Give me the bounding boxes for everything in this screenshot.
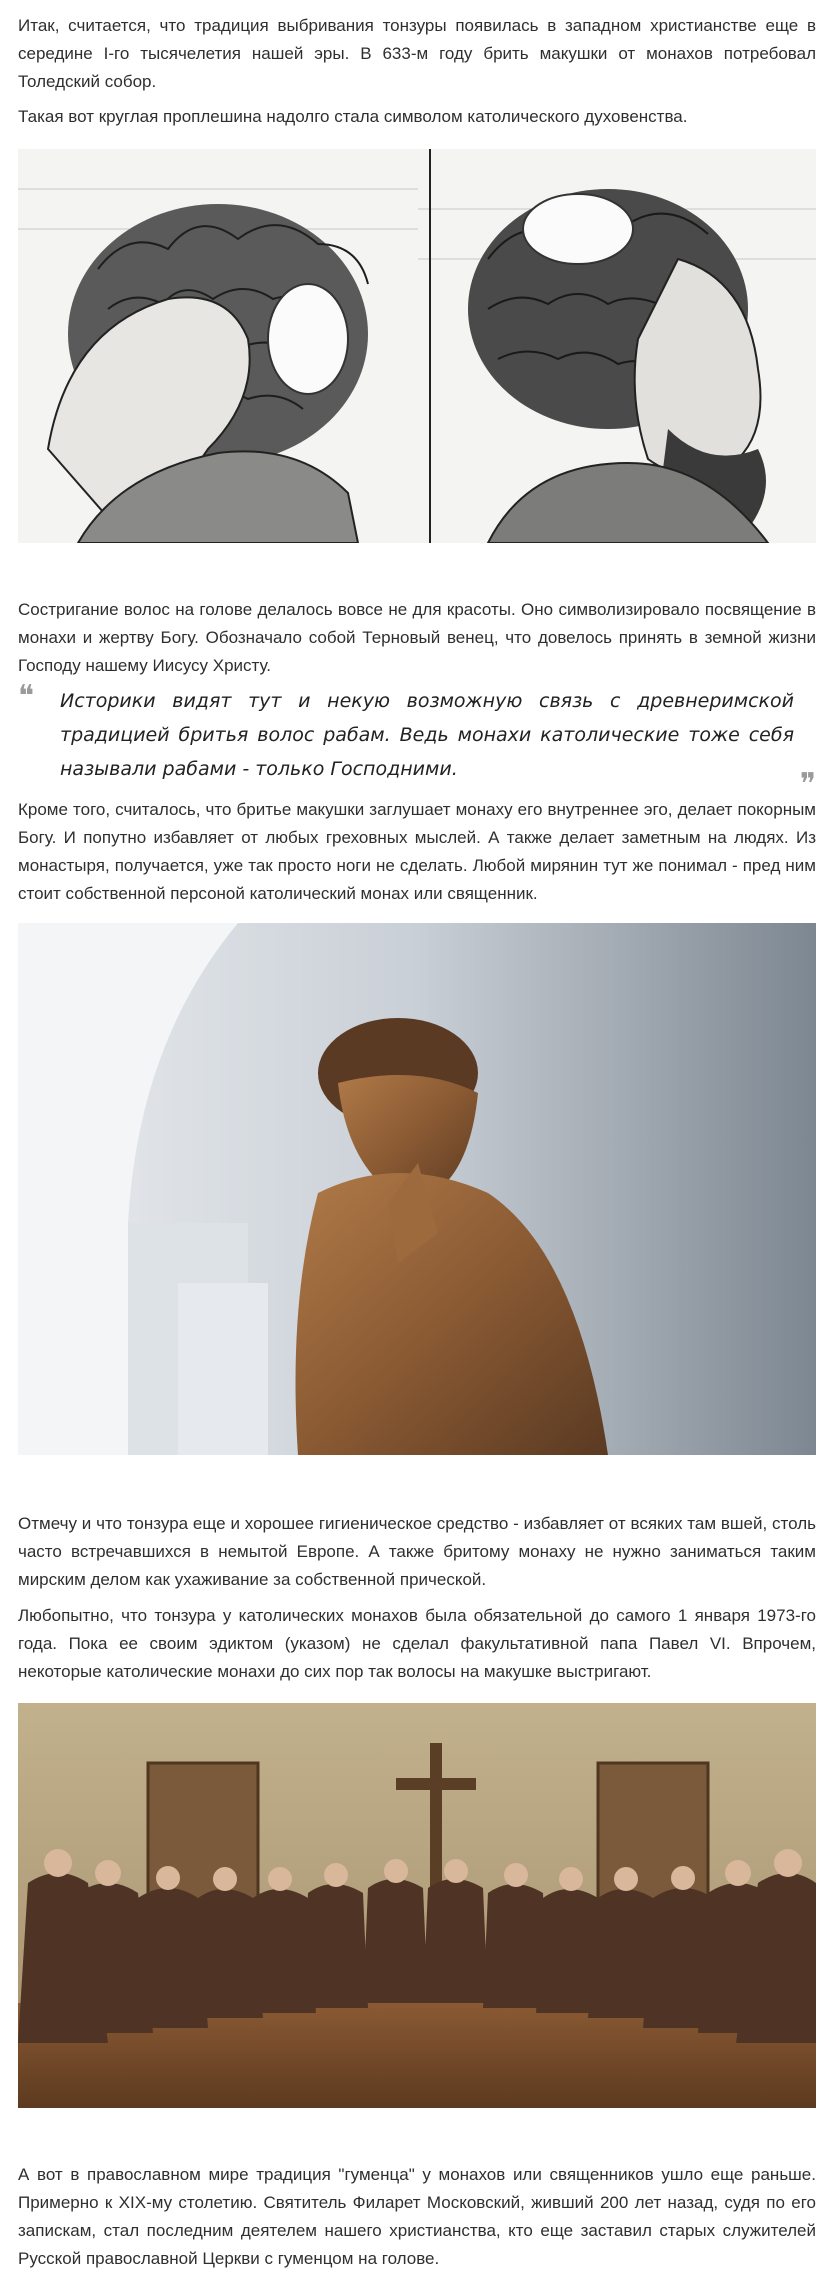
quote-text: Историки видят тут и некую возможную связь с древнеримской традицией бритья волос рабам. Ведь монахи католические тоже себя называли рабами - только Господними. xyxy=(60,690,794,780)
quote-open-icon: ❝ xyxy=(18,679,35,714)
paragraph-7: А вот в православном мире традиция "гуменца" у монахов или священников ушло еще раньше. Примерно к XIX-му столетию. Святитель Филарет Московский, живший 200 лет назад, судя по его запискам, стал последним деятелем нашего христианства, кто еще заставил старых служителей Русской православной Церкви с гуменцом на голове. xyxy=(18,2165,816,2268)
paragraph-4: Кроме того, считалось, что бритье макушки заглушает монаху его внутреннее эго, делает покорным Богу. И попутно избавляет от любых греховных мыслей. А также делает заметным на людях. Из монастыря, получается, уже так просто ноги не сделать. Любой мирянин тут же понимал - пред ним стоит собственной персоной католический монах или священник. xyxy=(18,800,816,903)
paragraph-1: Итак, считается, что традиция выбривания тонзуры появилась в западном христианстве еще в середине I-го тысячелетия нашей эры. В 633-м году брить макушки от монахов потребовал Толедский собор. xyxy=(18,16,816,91)
engraving-image xyxy=(18,149,816,543)
monks-image xyxy=(18,1703,816,2108)
monks-photo xyxy=(18,1703,816,2108)
statue-photo xyxy=(18,923,816,1455)
paragraph-5: Отмечу и что тонзура еще и хорошее гигиеническое средство - избавляет от всяких там вшей, столь часто встречавшихся в немытой Европе. А также бритому монаху не нужно заниматься таким мирским делом как ухаживание за собственной прической. xyxy=(18,1514,816,1589)
pull-quote xyxy=(18,679,816,802)
statue-image xyxy=(18,923,816,1455)
engraving-illustration xyxy=(18,149,816,543)
paragraph-2: Такая вот круглая проплешина надолго стала символом католического духовенства. xyxy=(18,107,688,126)
quote-close-icon: ❞ xyxy=(799,767,816,802)
paragraph-3: Состригание волос на голове делалось вовсе не для красоты. Оно символизировало посвящение в монахи и жертву Богу. Обозначало собой Терновый венец, что довелось принять в земной жизни Господу нашему Иисусу Христу. xyxy=(18,600,816,675)
paragraph-6: Любопытно, что тонзура у католических монахов была обязательной до самого 1 января 1973-го года. Пока ее своим эдиктом (указом) не сделал факультативной папа Павел VI. Впрочем, некоторые католические монахи до сих пор так волосы на макушке выстригают. xyxy=(18,1606,816,1681)
